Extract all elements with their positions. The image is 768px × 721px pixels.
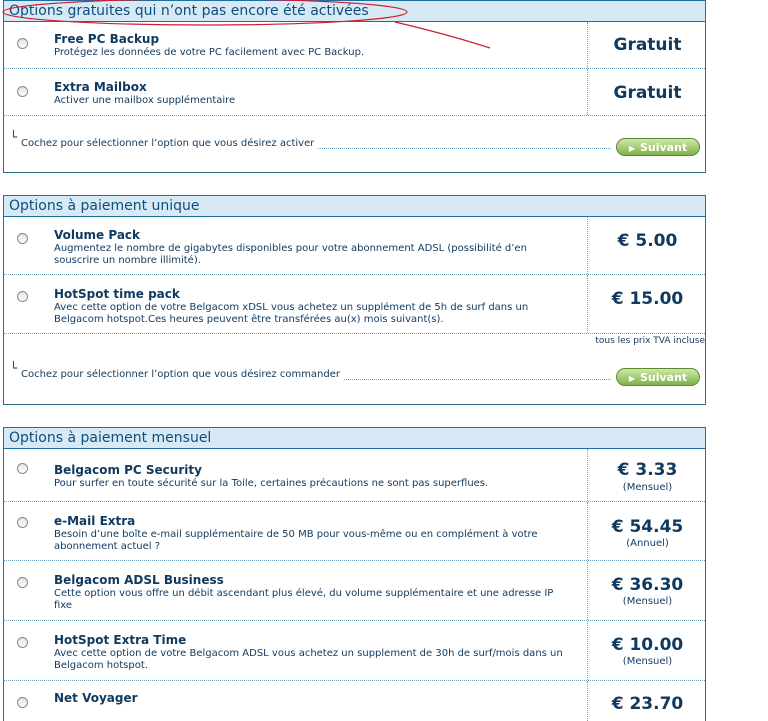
option-row-extra-mailbox <box>4 69 705 116</box>
option-description: Besoin d’une boîte e-mail supplémentaire de 50 MB pour vous-même ou en complément à votre abonnement actuel ? <box>54 529 538 552</box>
section-free-footer <box>4 116 705 172</box>
option-name: Belgacom ADSL Business <box>54 573 224 587</box>
option-row-email-extra <box>4 502 705 561</box>
option-name: Extra Mailbox <box>54 80 147 94</box>
option-name: HotSpot time pack <box>54 287 180 301</box>
option-description: Activer une mailbox supplémentaire <box>54 95 236 106</box>
option-period: (Mensuel) <box>622 656 673 667</box>
option-radio-net-voyager[interactable] <box>17 697 28 708</box>
option-period: (Annuel) <box>626 538 669 549</box>
option-radio-hotspot-time-pack[interactable] <box>17 291 28 302</box>
corner-arrow-icon: └ <box>10 130 18 144</box>
select-hint: Cochez pour sélectionner l’option que vous désirez activer <box>21 138 317 149</box>
section-one-time-options <box>3 195 706 404</box>
section-monthly-title: Options à paiement mensuel <box>4 427 705 449</box>
option-radio-email-extra[interactable] <box>17 517 28 528</box>
option-radio-extra-mailbox[interactable] <box>17 86 28 97</box>
play-icon: ▶ <box>628 144 635 153</box>
option-description: Augmentez le nombre de gigabytes disponibles pour votre abonnement ADSL (possibilité d’en souscrire un nombre illimité). <box>54 243 527 266</box>
option-price: € 3.33 <box>617 460 678 480</box>
option-price: Gratuit <box>613 35 682 55</box>
option-name: HotSpot Extra Time <box>54 633 187 647</box>
option-description: Pour surfer en toute sécurité sur la Toile, certaines précautions ne sont pas superflues. <box>54 478 489 489</box>
option-row-hotspot-extra-time <box>4 621 705 681</box>
vat-note: tous les prix TVA incluse <box>595 336 705 346</box>
option-description: Protégez les données de votre PC facilement avec PC Backup. <box>54 47 365 58</box>
option-radio-hotspot-extra-time[interactable] <box>17 637 28 648</box>
section-free-title: Options gratuites qui n’ont pas encore été activées <box>4 0 705 22</box>
section-free-options <box>3 0 706 172</box>
options-page <box>3 0 706 721</box>
option-row-net-voyager <box>4 681 705 721</box>
play-icon: ▶ <box>628 374 635 383</box>
option-radio-pc-security[interactable] <box>17 463 28 474</box>
option-radio-free-pc-backup[interactable] <box>17 38 28 49</box>
corner-arrow-icon: └ <box>10 361 18 375</box>
option-row-volume-pack <box>4 217 705 275</box>
option-name: Free PC Backup <box>54 32 160 46</box>
option-price: € 36.30 <box>611 575 684 595</box>
option-name: Belgacom PC Security <box>54 463 202 477</box>
option-price: Gratuit <box>613 83 682 103</box>
option-name: Volume Pack <box>54 228 141 242</box>
option-row-pc-security <box>4 449 705 502</box>
select-hint: Cochez pour sélectionner l’option que vous désirez commander <box>21 369 343 380</box>
option-period: (Mensuel) <box>622 482 673 493</box>
option-price: € 15.00 <box>611 289 684 309</box>
option-name: Net Voyager <box>54 691 138 705</box>
next-button-free[interactable]: ▶ Suivant <box>616 138 700 156</box>
section-one-time-footer <box>4 334 705 404</box>
option-price: € 10.00 <box>611 635 684 655</box>
option-description: Avec cette option de votre Belgacom xDSL vous achetez un supplément de 5h de surf dans un Belgacom hotspot.Ces heures peuvent être transférées au(x) mois suivant(s). <box>54 302 529 325</box>
option-period: (Mensuel) <box>622 596 673 607</box>
option-row-free-pc-backup <box>4 22 705 69</box>
section-monthly-options <box>3 427 706 721</box>
option-radio-adsl-business[interactable] <box>17 577 28 588</box>
option-row-hotspot-time-pack <box>4 275 705 334</box>
option-price: € 54.45 <box>611 517 684 537</box>
next-button-one-time[interactable]: ▶ Suivant <box>616 368 700 386</box>
option-price: € 23.70 <box>611 694 684 714</box>
option-name: e-Mail Extra <box>54 514 136 528</box>
option-description: Cette option vous offre un débit ascendant plus élevé, du volume supplémentaire et une adresse IP fixe <box>54 588 554 611</box>
option-price: € 5.00 <box>617 231 678 251</box>
section-one-time-title: Options à paiement unique <box>4 195 705 217</box>
option-description: Avec cette option de votre Belgacom ADSL vous achetez un supplement de 30h de surf/mois dans un Belgacom hotspot. <box>54 648 563 671</box>
option-radio-volume-pack[interactable] <box>17 233 28 244</box>
option-row-adsl-business <box>4 561 705 621</box>
